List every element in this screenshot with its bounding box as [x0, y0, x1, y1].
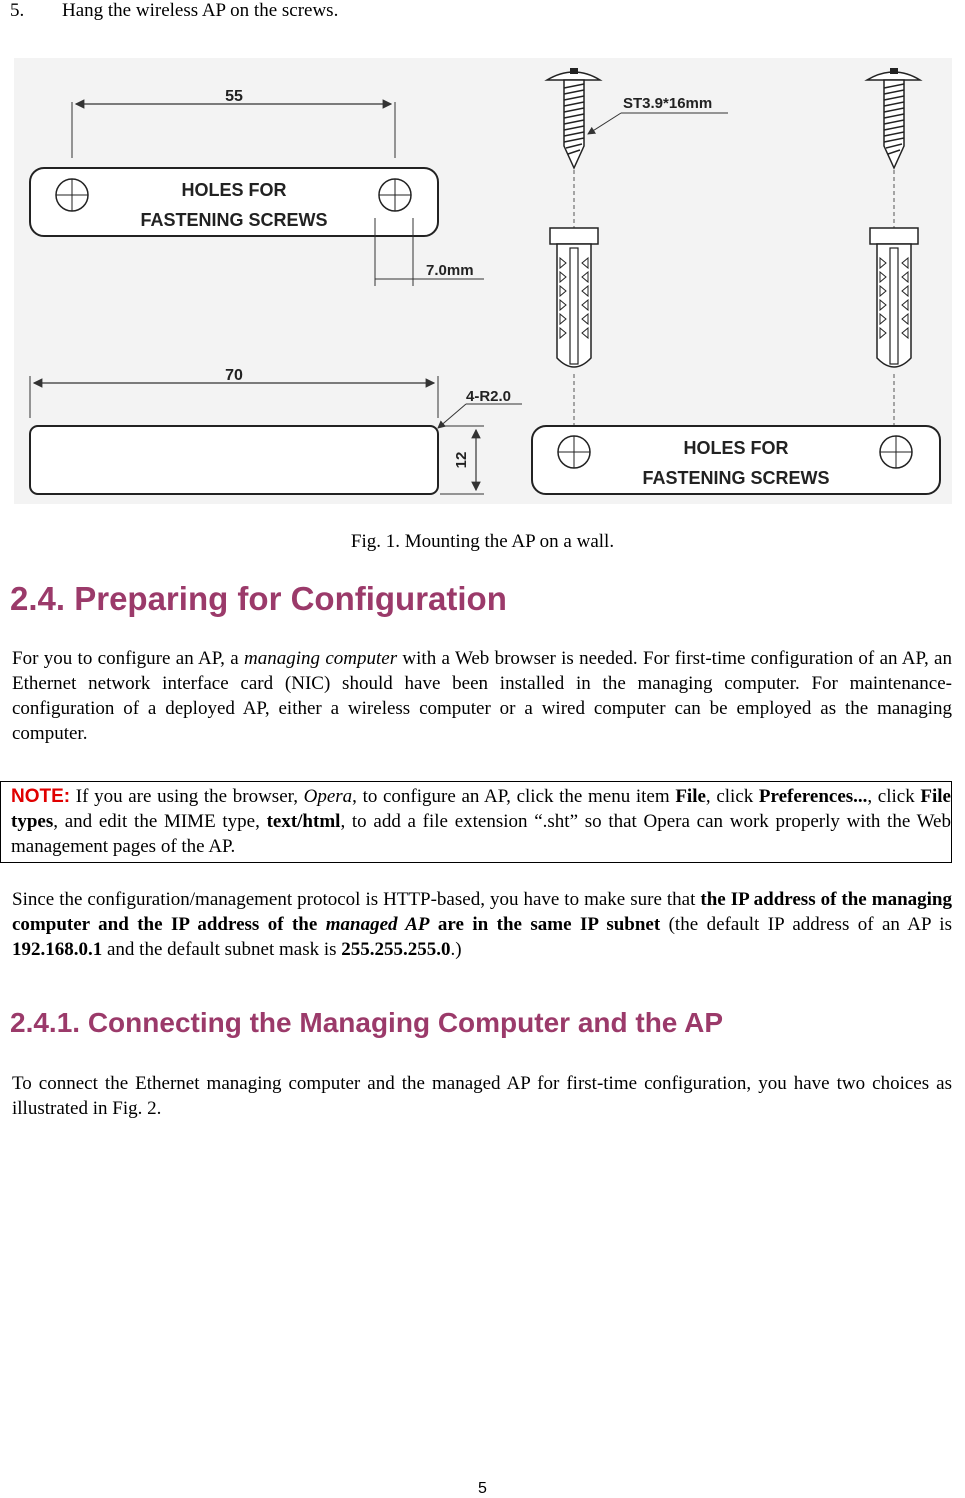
screw-label: ST3.9*16mm: [623, 95, 713, 112]
paragraph-managing-computer: [12, 646, 952, 746]
dim-55-label: 55: [225, 88, 243, 105]
para2-text-e: (the default IP address of an AP is: [660, 914, 952, 935]
para2-managed-ap: managed AP: [325, 914, 430, 935]
note-t2: , to configure an AP, click the menu item: [352, 786, 676, 807]
para1-emphasis: managing computer: [244, 648, 398, 669]
bottom-plate: [30, 426, 438, 494]
radius-label: 4-R2.0: [466, 388, 512, 405]
para1-text-c: with a Web browser is needed. For first-time configuration of an AP, an Ethernet network interface card (NIC) should have been installed in the managing computer. For maintenance-configuration of a deployed AP, either a wireless computer or a wired computer can be employed as the managing computer.: [12, 648, 952, 744]
paragraph-connect: To connect the Ethernet managing computer and the managed AP for first-time configuration, you have two choices as illustrated in Fig. 2.: [12, 1073, 952, 1119]
screw-right: [867, 68, 920, 168]
plate2-label-line1: HOLES FOR: [683, 438, 789, 458]
dim-70-label: 70: [225, 367, 243, 384]
step-item: [10, 0, 338, 22]
dim-7mm-label: 7.0mm: [426, 262, 474, 279]
section-title: 2.4. Preparing for Configuration: [10, 580, 507, 617]
para2-text-f: and the default subnet mask is: [102, 939, 342, 960]
plate-label-line2: FASTENING SCREWS: [140, 210, 328, 230]
mounting-figure: [14, 58, 952, 504]
default-ip: 192.168.0.1: [12, 939, 103, 960]
para2-text-a: Since the configuration/management protocol is HTTP-based, you have to make sure that: [12, 889, 701, 910]
para2-bold-b: the IP address of the managing computer and the IP address of the: [12, 889, 952, 935]
note-file: File: [675, 786, 706, 807]
note-opera: Opera: [303, 786, 353, 807]
plate2-label-line2: FASTENING SCREWS: [642, 468, 830, 488]
step-text: Hang the wireless AP on the screws.: [62, 0, 339, 21]
paragraph-ip-subnet: [12, 887, 952, 962]
mounting-diagram: [14, 58, 952, 504]
note-t6: , to add a file extension “.sht” so that Opera can work properly with the Web management pages of the AP.: [11, 811, 951, 857]
note-t5: , and edit the MIME type,: [53, 811, 267, 832]
dim-12-label: 12: [453, 451, 470, 469]
note-t4: , click: [867, 786, 921, 807]
note-mime: text/html: [266, 811, 341, 832]
note-filetypes: File types: [11, 786, 951, 832]
note-text: [11, 784, 951, 859]
note-t1: If you are using the browser,: [70, 786, 304, 807]
note-label: NOTE:: [11, 786, 71, 807]
plate-label-line1: HOLES FOR: [181, 180, 287, 200]
para2-bold-d: are in the same IP subnet: [429, 914, 661, 935]
top-mounting-plate: [30, 168, 438, 236]
step-number: 5.: [10, 0, 25, 21]
note-prefs: Preferences...: [758, 786, 868, 807]
note-box: [0, 781, 952, 863]
wall-anchor-left: [550, 228, 598, 367]
default-mask: 255.255.255.0: [341, 939, 451, 960]
note-t3: , click: [705, 786, 759, 807]
para1-text-a: For you to configure an AP, a: [12, 648, 244, 669]
right-mounting-plate: [532, 426, 940, 494]
para2-text-g: .): [450, 939, 462, 960]
screw-left: [547, 68, 600, 168]
figure-caption: Fig. 1. Mounting the AP on a wall.: [350, 531, 615, 552]
page-number: 5: [478, 1480, 487, 1497]
wall-anchor-right: [870, 228, 918, 367]
subsection-title: 2.4.1. Connecting the Managing Computer and the AP: [10, 1007, 724, 1038]
